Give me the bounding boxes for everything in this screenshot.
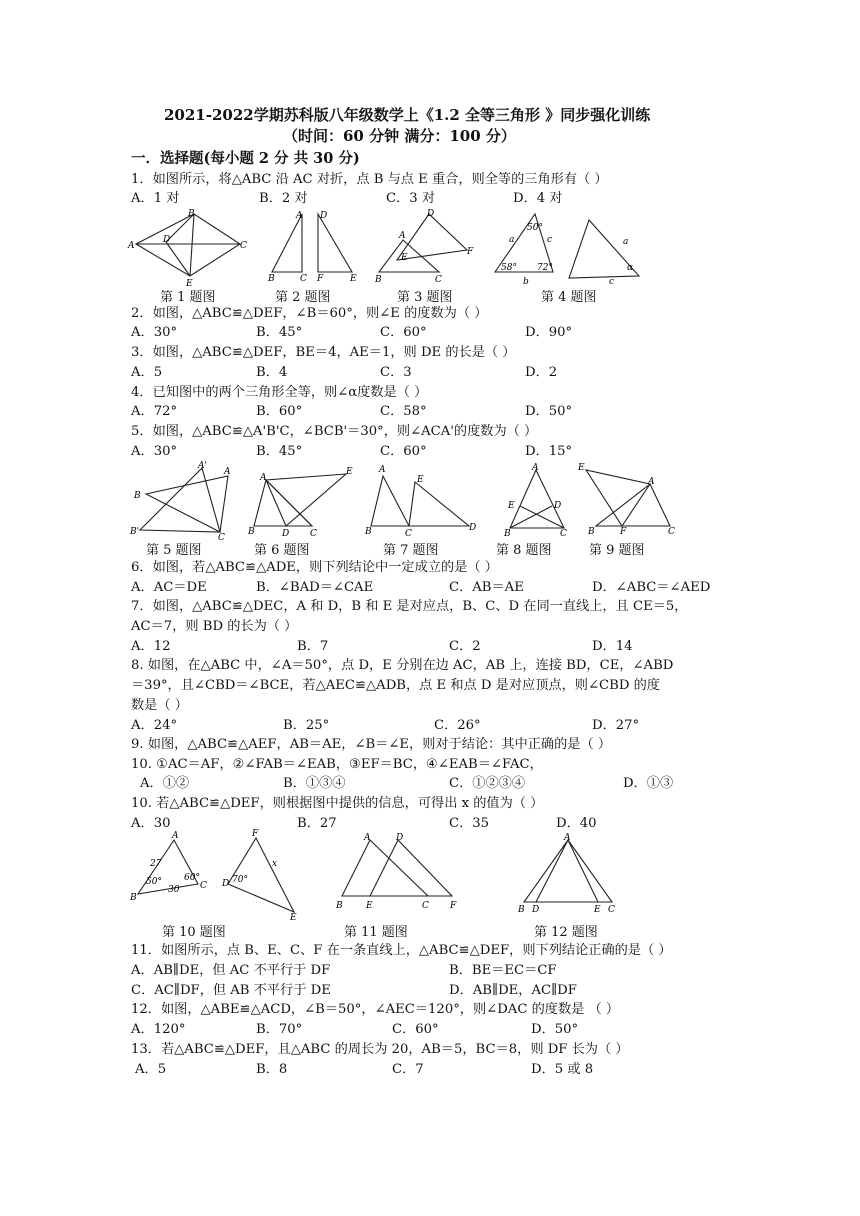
- figure-caption: 第 6 题图: [254, 543, 310, 558]
- option: B．70°: [256, 1022, 303, 1037]
- option: D．14: [592, 639, 633, 654]
- option: B．25°: [283, 718, 330, 733]
- question-8: 8. 如图，在△ABC 中，∠A＝50°，点 D，E 分别在边 AC，AB 上，连接 BD，CE，∠ABD: [131, 658, 674, 673]
- option: A．30°: [131, 325, 178, 340]
- svg-text:D: D: [554, 501, 562, 511]
- figure-11: [330, 830, 462, 910]
- question-10: 10. 若△ABC≌△DEF，则根据图中提供的信息，可得出 x 的值为（ ）: [131, 796, 544, 811]
- svg-text:E: E: [350, 274, 357, 284]
- option: D．2: [525, 365, 558, 380]
- svg-text:D: D: [282, 529, 290, 539]
- question-4: 4．已知图中的两个三角形全等，则∠α度数是（ ）: [131, 385, 428, 400]
- question-11: 11．如图所示，点 B、E、C、F 在一条直线上，△ABC≌△DEF，则下列结论正确的是（ ）: [131, 943, 672, 958]
- question-7-cont: AC＝7，则 BD 的长为（ ）: [131, 619, 298, 634]
- question-7: 7．如图，△ABC≌△DEC，A 和 D，B 和 E 是对应点，B、C、D 在同一直线上，且 CE＝5，: [131, 599, 688, 614]
- svg-text:A: A: [648, 477, 655, 487]
- figure-5: [128, 460, 238, 542]
- figure-caption: 第 3 题图: [397, 290, 453, 305]
- svg-text:B: B: [268, 274, 275, 284]
- figure-caption: 第 12 题图: [534, 925, 598, 940]
- option: D．40: [556, 816, 597, 831]
- option: D．27°: [592, 718, 640, 733]
- svg-text:E: E: [594, 905, 601, 915]
- option: C．35: [449, 816, 490, 831]
- option: A．120°: [131, 1022, 186, 1037]
- svg-text:C: C: [310, 529, 317, 539]
- option: B．7: [297, 639, 329, 654]
- svg-text:70°: 70°: [232, 875, 248, 885]
- question-6: 6．如图，若△ABC≌△ADE，则下列结论中一定成立的是（ ）: [131, 560, 498, 575]
- question-9-statements: 10. ①AC＝AF，②∠FAB＝∠EAB，③EF＝BC，④∠EAB＝∠FAC，: [131, 757, 543, 772]
- svg-text:F: F: [620, 527, 627, 537]
- svg-text:D: D: [532, 905, 540, 915]
- option: B．2 对: [259, 191, 308, 206]
- svg-text:c: c: [609, 277, 615, 287]
- svg-text:50°: 50°: [146, 877, 162, 887]
- question-2: 2．如图，△ABC≌△DEF，∠B＝60°，则∠E 的度数为（ ）: [131, 306, 488, 321]
- svg-text:D: D: [469, 523, 477, 533]
- svg-text:A: A: [260, 473, 267, 483]
- option: B．45°: [256, 444, 303, 459]
- option: D．50°: [525, 404, 573, 419]
- svg-text:E: E: [401, 253, 408, 263]
- option: B．BE＝EC＝CF: [449, 963, 557, 978]
- svg-text:B: B: [134, 491, 141, 501]
- svg-text:C: C: [560, 529, 567, 539]
- option: D．90°: [525, 325, 573, 340]
- figure-8: [498, 462, 578, 538]
- svg-text:E: E: [186, 279, 193, 289]
- svg-text:A: A: [128, 241, 135, 251]
- option: C．7: [392, 1062, 424, 1077]
- option: A．①②: [140, 776, 190, 791]
- option: A．30: [131, 816, 171, 831]
- svg-text:F: F: [317, 274, 324, 284]
- figure-10: [128, 829, 304, 923]
- question-8-cont: 数是（ ）: [131, 698, 188, 713]
- page-title: 2021-2022学期苏科版八年级数学上《1.2 全等三角形 》同步强化训练: [164, 106, 651, 124]
- option: C．60°: [392, 1022, 439, 1037]
- svg-text:60°: 60°: [184, 873, 200, 883]
- svg-text:C: C: [300, 274, 307, 284]
- question-13: 13．若△ABC≌△DEF，且△ABC 的周长为 20，AB＝5，BC＝8，则 DF 长为（ ）: [131, 1042, 629, 1057]
- figure-caption: 第 11 题图: [344, 925, 408, 940]
- svg-text:A: A: [224, 467, 231, 477]
- option: A．AC＝DE: [131, 580, 207, 595]
- section-heading: 一．选择题(每小题 2 分 共 30 分): [131, 150, 360, 167]
- svg-text:A: A: [399, 231, 406, 241]
- svg-text:B: B: [365, 527, 372, 537]
- svg-text:C: C: [435, 275, 442, 285]
- svg-text:a: a: [509, 235, 515, 245]
- svg-text:72°: 72°: [537, 263, 553, 273]
- option: A．30°: [131, 444, 178, 459]
- figure-9: [578, 460, 682, 540]
- svg-text:D: D: [396, 833, 404, 843]
- option: D．5 或 8: [531, 1062, 594, 1077]
- page-subtitle: （时间：60 分钟 满分：100 分）: [283, 127, 516, 145]
- option: C．①②③④: [449, 776, 526, 791]
- svg-text:C: C: [422, 901, 429, 911]
- svg-text:D: D: [163, 235, 171, 245]
- svg-text:A: A: [564, 833, 571, 843]
- svg-text:E: E: [346, 467, 353, 477]
- option: C．3 对: [386, 191, 436, 206]
- option: D．AB∥DE，AC∥DF: [449, 983, 577, 998]
- option: C．AC∥DF，但 AB 不平行于 DE: [131, 983, 331, 998]
- option: A．5: [131, 365, 163, 380]
- option: D．∠ABC＝∠AED: [592, 580, 711, 595]
- option: B．4: [256, 365, 288, 380]
- figure-12: [514, 834, 620, 914]
- question-1: 1．如图所示，将△ABC 沿 AC 对折，点 B 与点 E 重合，则全等的三角形有（ ）: [131, 172, 608, 187]
- svg-text:F: F: [450, 901, 457, 911]
- svg-text:B': B': [130, 527, 140, 537]
- svg-text:D: D: [427, 209, 435, 219]
- svg-text:C: C: [405, 529, 412, 539]
- option: C．26°: [434, 718, 481, 733]
- svg-text:x: x: [272, 859, 278, 869]
- svg-text:B: B: [248, 527, 255, 537]
- svg-text:F: F: [467, 247, 474, 257]
- question-5: 5．如图，△ABC≌△A'B'C，∠BCB'＝30°，则∠ACA'的度数为（ ）: [131, 424, 538, 439]
- option: D．50°: [531, 1022, 579, 1037]
- svg-text:30: 30: [168, 885, 180, 895]
- figure-caption: 第 8 题图: [496, 543, 552, 558]
- svg-text:D: D: [222, 879, 230, 889]
- figure-6: [246, 462, 366, 538]
- svg-text:B: B: [188, 209, 195, 219]
- figure-caption: 第 4 题图: [541, 290, 597, 305]
- svg-text:C: C: [200, 881, 207, 891]
- option: A．AB∥DE，但 AC 不平行于 DF: [131, 963, 331, 978]
- svg-text:B: B: [336, 901, 343, 911]
- option: C．2: [449, 639, 481, 654]
- option: D．①③: [623, 776, 674, 791]
- figure-1: [128, 208, 260, 289]
- svg-text:A: A: [532, 463, 539, 473]
- question-3: 3．如图，△ABC≌△DEF，BE＝4，AE＝1，则 DE 的长是（ ）: [131, 345, 516, 360]
- option: A．1 对: [131, 191, 180, 206]
- svg-text:58°: 58°: [501, 263, 517, 273]
- option: B．45°: [256, 325, 303, 340]
- option: A．72°: [131, 404, 178, 419]
- svg-text:c: c: [547, 235, 553, 245]
- option: B．27: [297, 816, 337, 831]
- option: D．15°: [525, 444, 573, 459]
- svg-text:E: E: [290, 913, 297, 923]
- option: B．①③④: [283, 776, 346, 791]
- svg-text:A': A': [198, 461, 207, 471]
- svg-text:A: A: [364, 833, 371, 843]
- svg-text:a: a: [623, 237, 629, 247]
- figure-caption: 第 2 题图: [275, 290, 331, 305]
- question-9: 9. 如图，△ABC≌△AEF，AB＝AE，∠B＝∠E，则对于结论：其中正确的是（ ）: [131, 737, 612, 752]
- question-12: 12．如图，△ABE≌△ACD，∠B＝50°，∠AEC＝120°，则∠DAC 的度数是 （ ）: [131, 1002, 620, 1017]
- figure-caption: 第 5 题图: [146, 543, 202, 558]
- figure-4: [489, 206, 659, 286]
- option: C．58°: [380, 404, 427, 419]
- svg-text:D: D: [320, 211, 328, 221]
- svg-text:b: b: [523, 277, 529, 287]
- svg-text:B: B: [518, 905, 525, 915]
- svg-text:F: F: [252, 829, 259, 839]
- option: A．24°: [131, 718, 178, 733]
- option: C．60°: [380, 444, 427, 459]
- svg-text:50°: 50°: [527, 223, 543, 233]
- figure-2: [262, 208, 360, 283]
- svg-text:B: B: [504, 529, 511, 539]
- svg-text:C: C: [608, 905, 615, 915]
- option: C．3: [380, 365, 412, 380]
- option: B．8: [256, 1062, 288, 1077]
- svg-text:E: E: [417, 475, 424, 485]
- svg-text:E: E: [366, 901, 373, 911]
- figure-3: [373, 208, 483, 286]
- figure-caption: 第 10 题图: [162, 925, 226, 940]
- option: A．12: [131, 639, 171, 654]
- question-8-cont: ＝39°，且∠CBD＝∠BCE，若△AEC≌△ADB，点 E 和点 D 是对应顶点，则∠CBD 的度: [131, 678, 660, 693]
- figure-caption: 第 7 题图: [383, 543, 439, 558]
- option: A．5: [135, 1062, 167, 1077]
- svg-text:C: C: [668, 527, 675, 537]
- figure-caption: 第 1 题图: [160, 290, 216, 305]
- svg-text:E: E: [508, 501, 515, 511]
- svg-text:C: C: [240, 241, 247, 251]
- option: C．AB＝AE: [449, 580, 524, 595]
- svg-text:27: 27: [150, 859, 162, 869]
- svg-text:A: A: [379, 465, 386, 475]
- option: D．4 对: [513, 191, 563, 206]
- svg-text:C: C: [218, 533, 225, 543]
- option: C．60°: [380, 325, 427, 340]
- svg-text:α: α: [627, 263, 634, 273]
- option: B．∠BAD＝∠CAE: [256, 580, 374, 595]
- option: B．60°: [256, 404, 303, 419]
- svg-text:B: B: [130, 893, 137, 903]
- svg-text:E: E: [578, 463, 585, 473]
- figure-7: [365, 462, 485, 538]
- svg-text:B: B: [588, 527, 595, 537]
- svg-text:A: A: [296, 211, 303, 221]
- svg-text:A: A: [172, 831, 179, 841]
- figure-caption: 第 9 题图: [589, 543, 645, 558]
- svg-text:B: B: [375, 275, 382, 285]
